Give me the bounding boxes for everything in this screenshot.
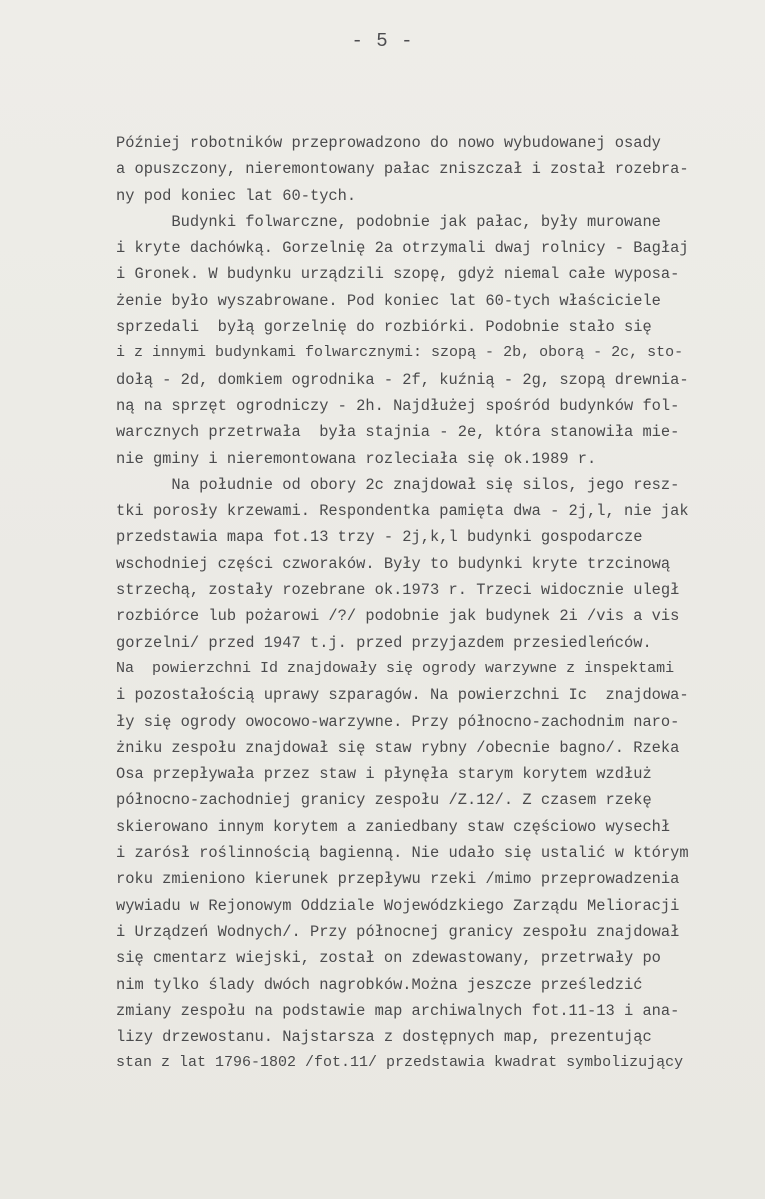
text-line: żniku zespołu znajdował się staw rybny /obecnie bagno/. Rzeka <box>116 738 680 757</box>
page-number: - 5 - <box>351 30 414 52</box>
text-line: nie gminy i nieremontowana rozleciała się ok.1989 r. <box>116 449 597 468</box>
text-line: dołą - 2d, domkiem ogrodnika - 2f, kuźnią - 2g, szopą drewnia- <box>116 370 689 389</box>
text-line: ny pod koniec lat 60-tych. <box>116 186 357 205</box>
text-line: Budynki folwarczne, podobnie jak pałac, były murowane <box>116 212 661 231</box>
text-line: i Gronek. W budynku urządzili szopę, gdyż niemal całe wyposa- <box>116 265 680 284</box>
body-text <box>116 130 765 1077</box>
text-line: a opuszczony, nieremontowany pałac zniszczał i został rozebra- <box>116 160 689 179</box>
text-line: Na południe od obory 2c znajdował się silos, jego resz- <box>116 475 680 494</box>
text-line: Osa przepływała przez staw i płynęła starym korytem wzdłuż <box>116 765 652 784</box>
text-line: żenie było wyszabrowane. Pod koniec lat 60-tych właściciele <box>116 291 661 310</box>
text-line: stan z lat 1796-1802 /fot.11/ przedstawia kwadrat symbolizujący <box>116 1054 684 1072</box>
text-line: tki porosły krzewami. Respondentka pamięta dwa - 2j,l, nie jak <box>116 502 689 521</box>
text-line: sprzedali byłą gorzelnię do rozbiórki. Podobnie stało się <box>116 318 652 337</box>
text-line: roku zmieniono kierunek przepływu rzeki /mimo przeprowadzenia <box>116 870 680 889</box>
text-line: strzechą, zostały rozebrane ok.1973 r. Trzeci widocznie uległ <box>116 581 680 600</box>
text-line: nim tylko ślady dwóch nagrobków.Można jeszcze prześledzić <box>116 975 643 994</box>
text-line: północno-zachodniej granicy zespołu /Z.12/. Z czasem rzekę <box>116 791 652 810</box>
text-line: przedstawia mapa fot.13 trzy - 2j,k,l budynki gospodarcze <box>116 528 643 547</box>
text-line: gorzelni/ przed 1947 t.j. przed przyjazdem przesiedleńców. <box>116 633 652 652</box>
text-line: ły się ogrody owocowo-warzywne. Przy północno-zachodnim naro- <box>116 712 680 731</box>
text-line: skierowano innym korytem a zaniedbany staw częściowo wysechł <box>116 817 671 836</box>
text-line: Na powierzchni Id znajdowały się ogrody warzywne z inspektami <box>116 659 675 677</box>
text-line: i pozostałością uprawy szparagów. Na powierzchni Ic znajdowa- <box>116 686 689 705</box>
text-line: i Urządzeń Wodnych/. Przy północnej granicy zespołu znajdował <box>116 922 680 941</box>
text-line: warcznych przetrwała była stajnia - 2e, która stanowiła mie- <box>116 423 680 442</box>
text-line: i z innymi budynkami folwarcznymi: szopą - 2b, oborą - 2c, sto- <box>116 344 684 362</box>
text-line: wywiadu w Rejonowym Oddziale Wojewódzkiego Zarządu Melioracji <box>116 896 680 915</box>
text-line: Później robotników przeprowadzono do nowo wybudowanej osady <box>116 134 661 152</box>
text-line: się cmentarz wiejski, został on zdewastowany, przetrwały po <box>116 949 661 968</box>
text-line: lizy drzewostanu. Najstarsza z dostępnych map, prezentując <box>116 1028 652 1047</box>
text-line: i kryte dachówką. Gorzelnię 2a otrzymali dwaj rolnicy - Bagłaj <box>116 239 689 258</box>
text-line: wschodniej części czworaków. Były to budynki kryte trzcinową <box>116 554 671 573</box>
text-line: i zarósł roślinnością bagienną. Nie udało się ustalić w którym <box>116 844 689 863</box>
text-line: ną na sprzęt ogrodniczy - 2h. Najdłużej spośród budynków fol- <box>116 396 680 415</box>
text-line: zmiany zespołu na podstawie map archiwalnych fot.11-13 i ana- <box>116 1001 680 1020</box>
text-line: rozbiórce lub pożarowi /?/ podobnie jak budynek 2i /vis a vis <box>116 607 680 626</box>
